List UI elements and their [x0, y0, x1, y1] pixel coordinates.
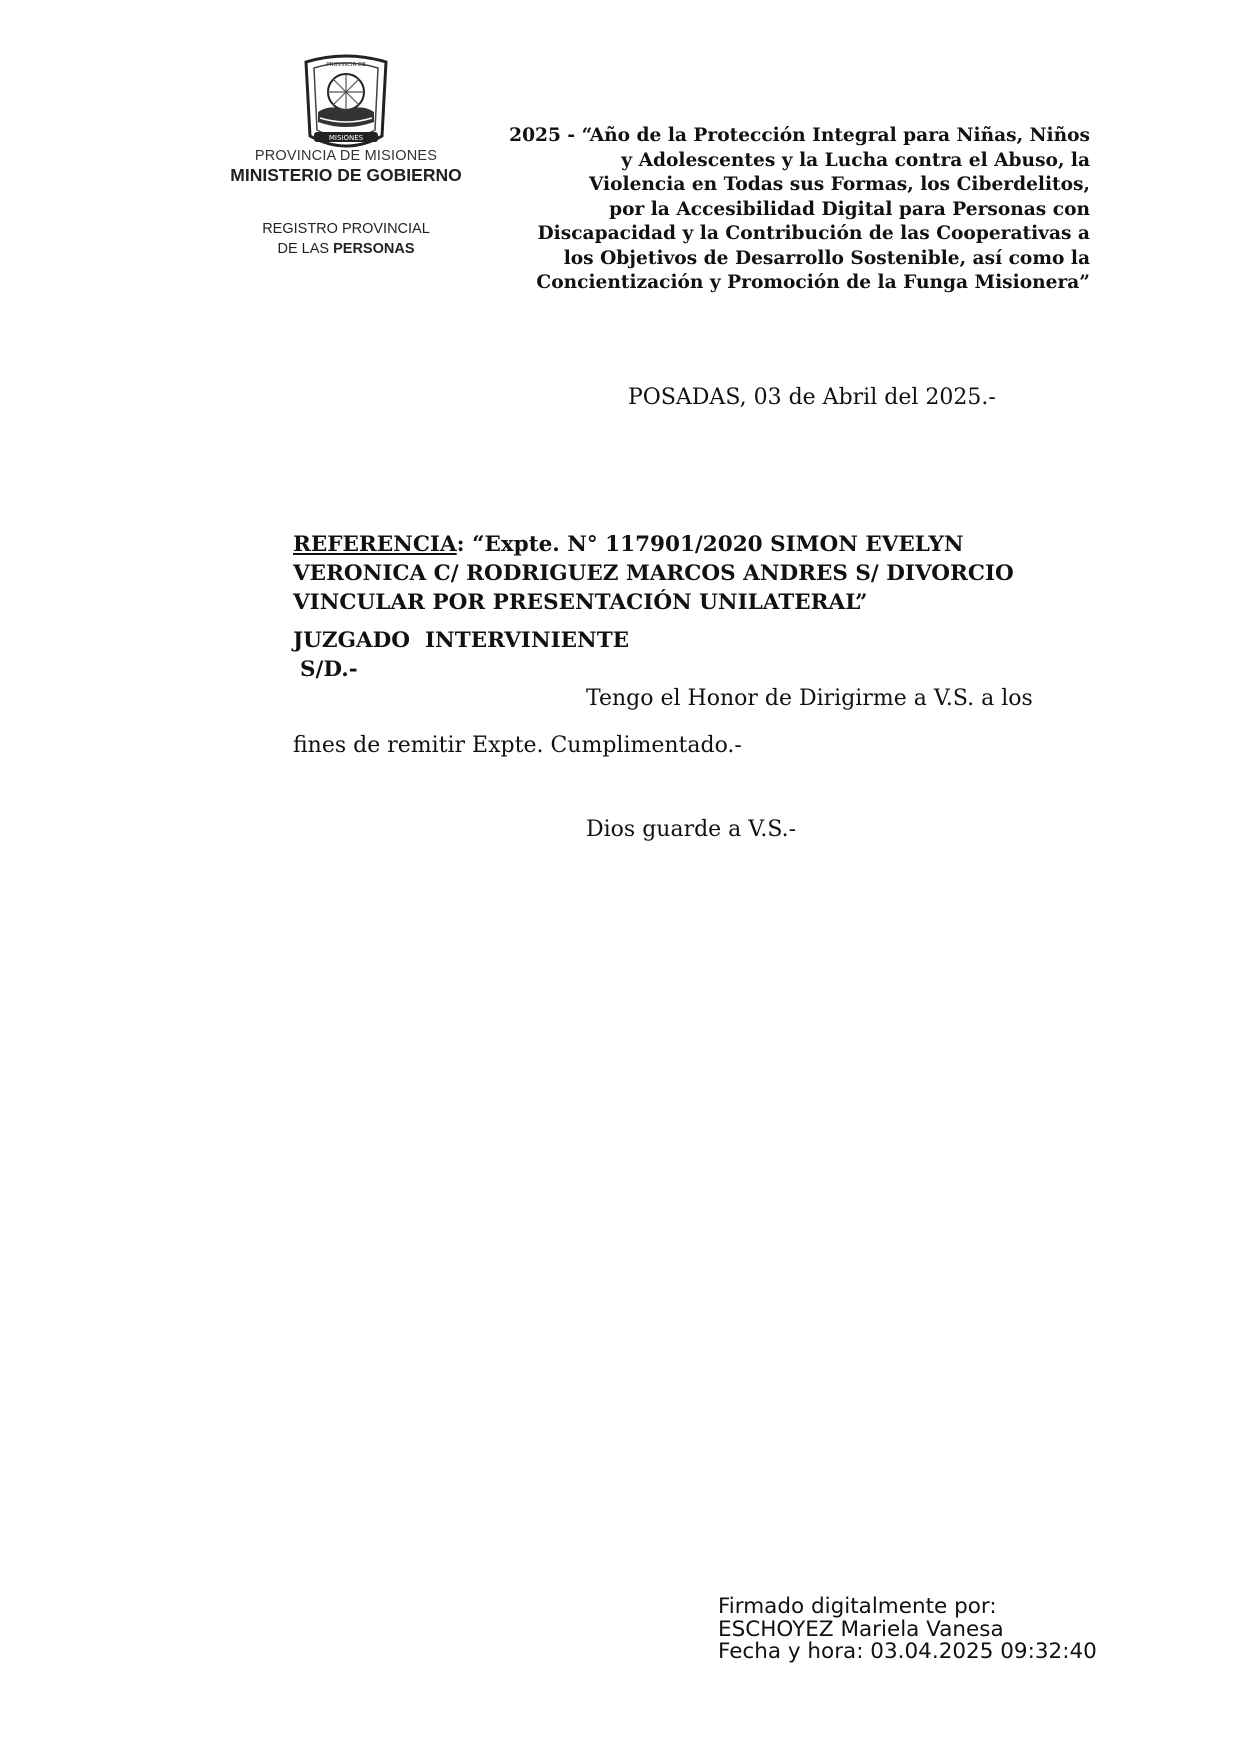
motto-line: Discapacidad y la Contribución de las Cooperativas a — [537, 223, 1090, 244]
digital-signature — [718, 1596, 1097, 1664]
registry-line-1: REGISTRO PROVINCIAL — [262, 221, 430, 237]
body-line-1: Tengo el Honor de Dirigirme a V.S. a los — [586, 686, 1033, 711]
registry-line-2-bold: PERSONAS — [333, 241, 415, 257]
place-and-date: POSADAS, 03 de Abril del 2025.- — [628, 385, 996, 410]
motto-line: los Objetivos de Desarrollo Sostenible, así como la — [563, 247, 1090, 269]
reference-label: REFERENCIA — [293, 532, 457, 557]
reference-block — [293, 530, 1093, 617]
signature-line-1: Firmado digitalmente por: — [718, 1594, 997, 1619]
reference-line-1 — [293, 530, 1093, 559]
motto-line: por la Accesibilidad Digital para Personas con — [609, 198, 1090, 220]
motto-line: Concientización y Promoción de la Funga Misionera” — [536, 272, 1090, 293]
seal-top-text: PROVINCIA DE — [326, 62, 366, 68]
signature-timestamp: Fecha y hora: 03.04.2025 09:32:40 — [718, 1639, 1097, 1664]
registry-line-2 — [240, 239, 452, 259]
province-name: PROVINCIA DE MISIONES — [254, 148, 438, 164]
reference-line-2: VERONICA C/ RODRIGUEZ MARCOS ANDRES S/ DIVORCIO — [293, 561, 1014, 586]
addressee-sd: S/D.- — [300, 657, 358, 682]
provincial-seal-logo — [300, 52, 392, 156]
body-line-2: fines de remitir Expte. Cumplimentado.- — [293, 733, 742, 758]
closing-line: Dios guarde a V.S.- — [586, 817, 797, 842]
motto-line: y Adolescentes y la Lucha contra el Abuso, la — [621, 149, 1090, 171]
motto-line: 2025 - “Año de la Protección Integral para Niñas, Niños — [509, 125, 1090, 146]
registry-line-2-prefix: DE LAS — [277, 241, 334, 257]
registry-name — [240, 219, 452, 259]
signature-signer: ESCHOYEZ Mariela Vanesa — [718, 1616, 1004, 1642]
reference-case-number: : “Expte. N° 117901/2020 SIMON EVELYN — [456, 532, 964, 557]
reference-line-3: VINCULAR POR PRESENTACIÓN UNILATERAL” — [293, 590, 868, 615]
addressee-court: JUZGADO INTERVINIENTE — [293, 628, 630, 653]
ministry-name: MINISTERIO DE GOBIERNO — [230, 165, 462, 185]
motto-line: Violencia en Todas sus Formas, los Ciberdelitos, — [588, 174, 1090, 195]
seal-banner-text: MISIONES — [328, 134, 364, 142]
year-motto — [478, 124, 1090, 296]
